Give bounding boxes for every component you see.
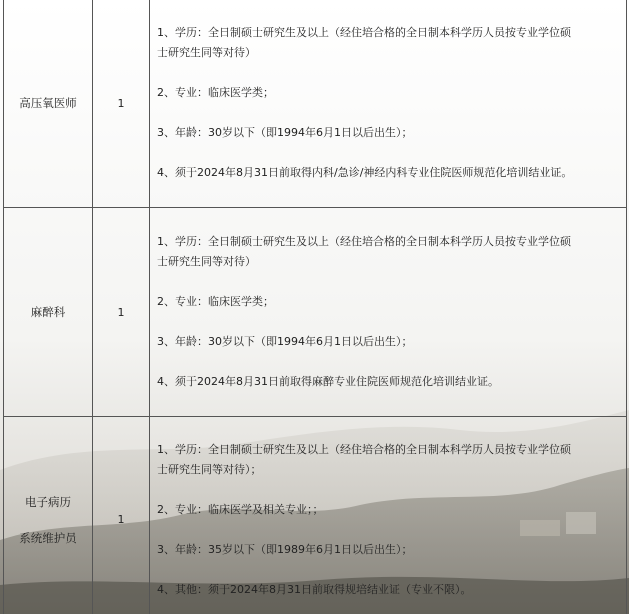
requirement-line: 士研究生同等对待） <box>157 46 256 59</box>
requirement-line: 3、年龄：30岁以下（即1994年6月1日以后出生）； <box>157 126 413 139</box>
requirement-line: 3、年龄：35岁以下（即1989年6月1日以后出生）； <box>157 542 413 556</box>
requirement-line: 2、专业：临床医学类； <box>157 86 274 99</box>
position-cell <box>4 208 93 417</box>
requirement-line: 2、专业：临床医学及相关专业；； <box>157 502 324 516</box>
count-cell <box>93 0 150 208</box>
recruitment-table <box>3 0 627 614</box>
table-row <box>4 208 627 417</box>
table-row <box>4 0 627 208</box>
headcount: 1 <box>117 513 125 526</box>
position-name-line: 系统维护员 <box>19 530 77 545</box>
requirement-line: 4、须于2024年8月31日前取得麻醉专业住院医师规范化培训结业证。 <box>157 375 499 388</box>
count-cell <box>93 417 150 614</box>
requirements-cell <box>150 0 627 208</box>
requirement-line: 士研究生同等对待）； <box>157 462 262 476</box>
position-name: 麻醉科 <box>30 305 66 319</box>
position-cell <box>4 0 93 208</box>
requirement-line: 1、学历：全日制硕士研究生及以上（经住培合格的全日制本科学历人员按专业学位硕 <box>157 235 571 248</box>
position-name: 高压氧医师 <box>19 96 77 110</box>
requirements-cell <box>150 208 627 417</box>
position-name-line: 电子病历 <box>25 494 71 509</box>
requirement-line: 3、年龄：30岁以下（即1994年6月1日以后出生）； <box>157 335 413 348</box>
count-cell <box>93 208 150 417</box>
table-row <box>4 417 627 614</box>
position-cell <box>4 417 93 614</box>
requirement-line: 士研究生同等对待） <box>157 255 256 268</box>
requirement-line: 1、学历：全日制硕士研究生及以上（经住培合格的全日制本科学历人员按专业学位硕 <box>157 26 571 39</box>
requirement-line: 1、学历：全日制硕士研究生及以上（经住培合格的全日制本科学历人员按专业学位硕 <box>157 442 571 456</box>
requirement-line: 2、专业：临床医学类； <box>157 295 274 308</box>
headcount: 1 <box>117 96 125 110</box>
requirement-line: 4、须于2024年8月31日前取得内科/急诊/神经内科专业住院医师规范化培训结业证。 <box>157 166 573 179</box>
requirements-cell <box>150 417 627 614</box>
requirement-line: 4、其他：须于2024年8月31日前取得规培结业证（专业不限）。 <box>157 582 472 596</box>
headcount: 1 <box>117 305 125 319</box>
